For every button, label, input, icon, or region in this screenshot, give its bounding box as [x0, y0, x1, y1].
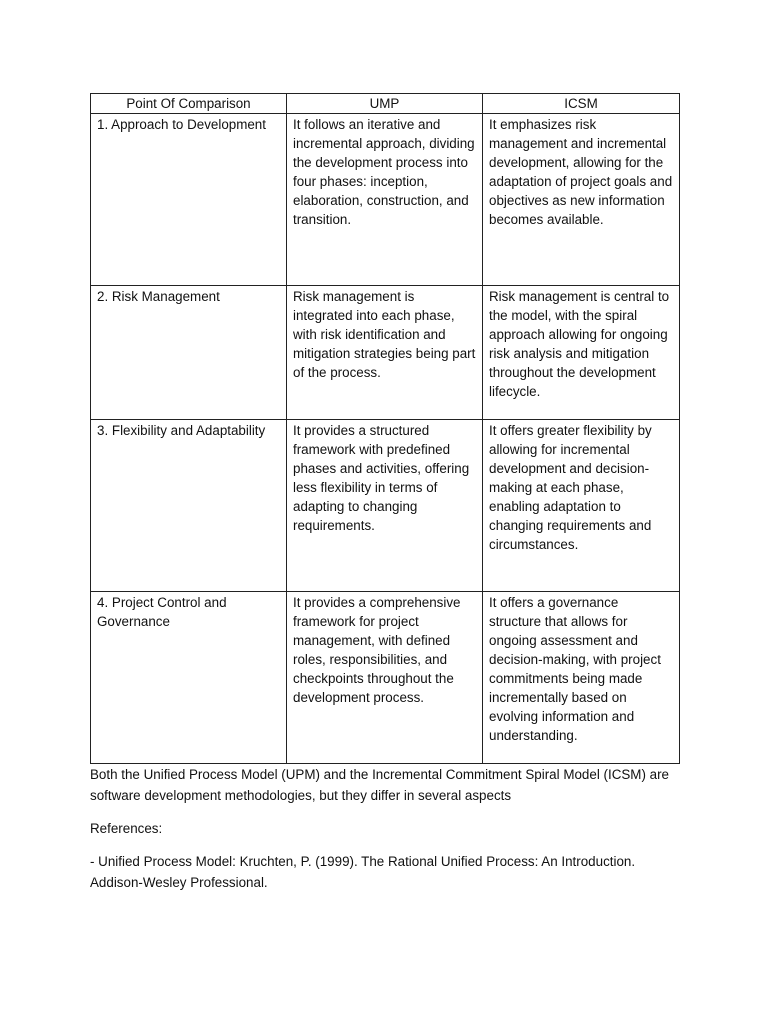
table-row	[91, 420, 680, 592]
table-header-row	[91, 94, 680, 114]
cell-ump: Risk management is integrated into each phase, with risk identification and mitigation strategies being part of the process.	[287, 286, 483, 420]
cell-icsm: It offers greater flexibility by allowing for incremental development and decision-making at each phase, enabling adaptation to changing requirements and circumstances.	[483, 420, 680, 592]
cell-icsm: It emphasizes risk management and incremental development, allowing for the adaptation of project goals and objectives as new information becomes available.	[483, 114, 680, 286]
table-row	[91, 286, 680, 420]
summary-paragraph: Both the Unified Process Model (UPM) and the Incremental Commitment Spiral Model (ICSM) are software development methodologies, but they differ in several aspects	[90, 767, 669, 803]
reference-item: - Unified Process Model: Kruchten, P. (1999). The Rational Unified Process: An Introduction. Addison-Wesley Professional.	[90, 854, 636, 890]
cell-icsm: Risk management is central to the model, with the spiral approach allowing for ongoing risk analysis and mitigation throughout the development lifecycle.	[483, 286, 680, 420]
cell-point: 1. Approach to Development	[91, 114, 287, 286]
comparison-table	[90, 93, 680, 764]
cell-ump: It follows an iterative and incremental approach, dividing the development process into four phases: inception, elaboration, construction, and transition.	[287, 114, 483, 286]
document-page	[90, 93, 680, 893]
header-ump: UMP	[287, 94, 483, 114]
table-row	[91, 592, 680, 764]
cell-point: 2. Risk Management	[91, 286, 287, 420]
references-heading: References:	[90, 821, 163, 836]
cell-ump: It provides a structured framework with predefined phases and activities, offering less flexibility in terms of adapting to changing requirements.	[287, 420, 483, 592]
cell-point: 3. Flexibility and Adaptability	[91, 420, 287, 592]
header-point-of-comparison: Point Of Comparison	[91, 94, 287, 114]
header-icsm: ICSM	[483, 94, 680, 114]
cell-icsm: It offers a governance structure that allows for ongoing assessment and decision-making, with project commitments being made incrementally based on evolving information and understanding.	[483, 592, 680, 764]
cell-point: 4. Project Control and Governance	[91, 592, 287, 764]
table-row	[91, 114, 680, 286]
cell-ump: It provides a comprehensive framework for project management, with defined roles, responsibilities, and checkpoints throughout the development process.	[287, 592, 483, 764]
